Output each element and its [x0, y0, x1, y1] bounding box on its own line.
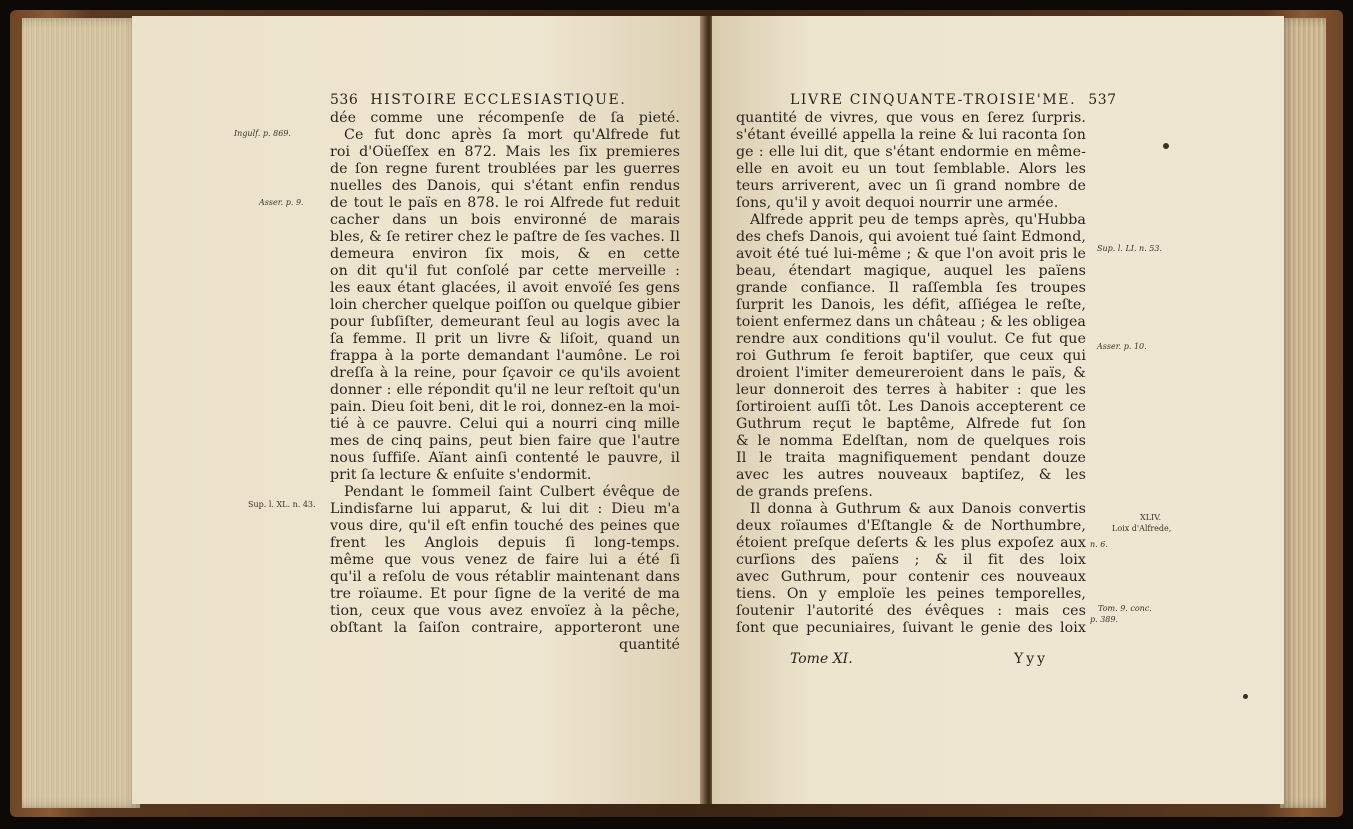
text-line: frappa à la porte demandant l'aumône. Le roi [330, 348, 680, 364]
text-line: & le nomma Edelſtan, nom de quelques rois [736, 433, 1086, 449]
left-page-running-title: HISTOIRE ECCLESIASTIQUE. [370, 92, 627, 108]
text-line: pain. Dieu ſoit beni, dit le roi, donnez-en la moi- [330, 399, 680, 415]
text-line: s'étant éveillé appella la reine & lui raconta ſon [736, 127, 1086, 143]
text-line: grande confiance. Il raſſembla ſes troupes [736, 280, 1086, 296]
text-line: elle en avoit eu un tout ſemblable. Alors les [736, 161, 1086, 177]
text-line: Il donna à Guthrum & aux Danois convertis [750, 501, 1086, 517]
text-line: de ſon regne furent troublées par les guerres [330, 161, 680, 177]
text-line: loin chercher quelque poiſſon ou quelque gibier [330, 297, 680, 313]
text-line: quantité de vivres, que vous en ſerez ſurpris. [736, 110, 1086, 126]
text-line: dée comme une récompenſe de ſa pieté. [330, 110, 680, 126]
text-line: avec les autres nouveaux baptiſez, & les [736, 467, 1086, 483]
right-page-edges [1280, 18, 1326, 808]
text-line: ſa femme. Il prit un livre & liſoit, quand un [330, 331, 680, 347]
paper-spot [1163, 143, 1169, 149]
text-line: cacher dans un bois environné de marais [330, 212, 680, 228]
text-line: avec Guthrum, pour contenir ces nouveaux [736, 569, 1086, 585]
text-line: curſions des païens ; & il fit des loix [736, 552, 1086, 568]
paper-spot [1243, 694, 1248, 699]
text-line: ſoutenir l'autorité des évêques : mais ces [736, 603, 1086, 619]
right-margin-note-3: XLIV. [1140, 513, 1162, 522]
text-line: roi Guthrum ſe feroit baptiſer, que ceux qui [736, 348, 1086, 364]
right-margin-note-2: Asser. p. 10. [1097, 342, 1147, 351]
text-line: rendre aux conditions qu'il voulut. Ce fut que [736, 331, 1086, 347]
left-margin-note-3: Sup. l. XL. n. 43. [248, 500, 316, 509]
text-line: nuelles des Danois, qui s'étant enfin rendus [330, 178, 680, 194]
right-margin-note-6: Tom. 9. conc. [1098, 604, 1152, 613]
text-line: frent les Anglois depuis ſi long-temps. [330, 535, 680, 551]
text-line: tiens. On y emploïe les peines temporelles, [736, 586, 1086, 602]
text-line: Guthrum reçut le baptême, Alfrede fut ſon [736, 416, 1086, 432]
right-page-header [790, 92, 1117, 108]
left-page-number: 536 [330, 92, 359, 108]
text-line: de grands preſens. [736, 484, 873, 500]
text-line: toient enfermez dans un château ; & les obligea [736, 314, 1086, 330]
text-line: de tout le païs en 878. le roi Alfrede fut reduit [330, 195, 680, 211]
left-margin-note-2: Asser. p. 9. [259, 198, 304, 207]
text-line: nous ſuffiſe. Aïant ainſi contenté le pauvre, il [330, 450, 680, 466]
text-line: étoient preſque deſerts & les plus expoſez aux [736, 535, 1086, 551]
right-margin-note-7: p. 389. [1090, 615, 1119, 624]
text-line: avoit été tué lui-même ; & que l'on avoit pris le [736, 246, 1086, 262]
text-line: leur donneroit des terres à habiter : que les [736, 382, 1086, 398]
text-line: ſortiroient auſſi tôt. Les Danois accepterent ce [736, 399, 1086, 415]
text-line: ſons, qu'il y avoit dequoi nourrir une armée. [736, 195, 1059, 211]
text-line: demeura environ ſix mois, & en cette [330, 246, 680, 262]
right-margin-note-5: n. 6. [1090, 540, 1108, 549]
right-page-running-title: LIVRE CINQUANTE-TROISIE'ME. [790, 92, 1077, 108]
text-line: Il le traita magnifiquement pendant douze [736, 450, 1086, 466]
text-line: mes de cinq pains, peut bien faire que l'autre [330, 433, 680, 449]
left-margin-note-1: Ingulf. p. 869. [234, 129, 291, 138]
text-line: des chefs Danois, qui avoient tué ſaint Edmond, [736, 229, 1086, 245]
right-page-number: 537 [1088, 92, 1117, 108]
text-line: pour ſubſiſter, demeurant ſeul au logis avec la [330, 314, 680, 330]
text-line: tié à ce pauvre. Celui qui a nourri cinq mille [330, 416, 680, 432]
text-line: même que vous venez de faire lui a été ſi [330, 552, 680, 568]
text-line: qu'il a reſolu de vous rétablir maintenant dans [330, 569, 680, 585]
text-line: dreſſa à la reine, pour ſçavoir ce qu'ils avoient [330, 365, 680, 381]
text-line: teurs arriverent, avec un ſi grand nombre de [736, 178, 1086, 194]
text-line: tre roïaume. Et pour ſigne de la verité de ma [330, 586, 680, 602]
left-page-edges [22, 18, 140, 808]
text-line: Ce fut donc après ſa mort qu'Alfrede fut [344, 127, 680, 143]
left-page-body [330, 110, 680, 654]
text-line: tion, ceux que vous avez envoïez à la pêche, [330, 603, 680, 619]
text-line: deux roïaumes d'Eſtangle & de Northumbre, [736, 518, 1086, 534]
text-line: beau, étendart magique, auquel les païens [736, 263, 1086, 279]
footer-volume: Tome XI. [790, 651, 853, 667]
text-line: donner : elle répondit qu'il ne leur reſtoit qu'un [330, 382, 680, 398]
right-margin-note-4: Loix d'Alfrede, [1112, 524, 1172, 533]
text-line: vous dire, qu'il eſt enfin touché des peines que [330, 518, 680, 534]
catchword: quantité [619, 637, 680, 653]
text-line: ſont que pecuniaires, ſuivant le genie des loix [736, 620, 1086, 636]
text-line: obſtant la ſaiſon contraire, apporteront une [330, 620, 680, 636]
left-page-header [330, 92, 626, 108]
text-line: droient l'imiter demeureroient dans le païs, & [736, 365, 1086, 381]
text-line: les eaux étant glacées, il avoit envoïé ſes gens [330, 280, 680, 296]
text-line: prit ſa lecture & enſuite s'endormit. [330, 467, 592, 483]
text-line: Pendant le ſommeil ſaint Culbert évêque de [344, 484, 680, 500]
right-margin-note-1: Sup. l. LI. n. 53. [1097, 244, 1163, 253]
text-line: ge : elle lui dit, que s'étant endormie en même- [736, 144, 1086, 160]
text-line: Alfrede apprit peu de temps après, qu'Hubba [750, 212, 1086, 228]
text-line: ſurprit les Danois, les défit, aſſiégea le reſte, [736, 297, 1086, 313]
footer-signature: Yyy [1014, 651, 1049, 667]
text-line: on dit qu'il fut conſolé par cette merveille : [330, 263, 680, 279]
text-line: bles, & ſe retirer chez le paſtre de ſes vaches. Il [330, 229, 680, 245]
text-line: roi d'Oüeſſex en 872. Mais les ſix premieres [330, 144, 680, 160]
text-line: Lindisfarne lui apparut, & lui dit : Dieu m'a [330, 501, 680, 517]
right-page-body [736, 110, 1086, 637]
